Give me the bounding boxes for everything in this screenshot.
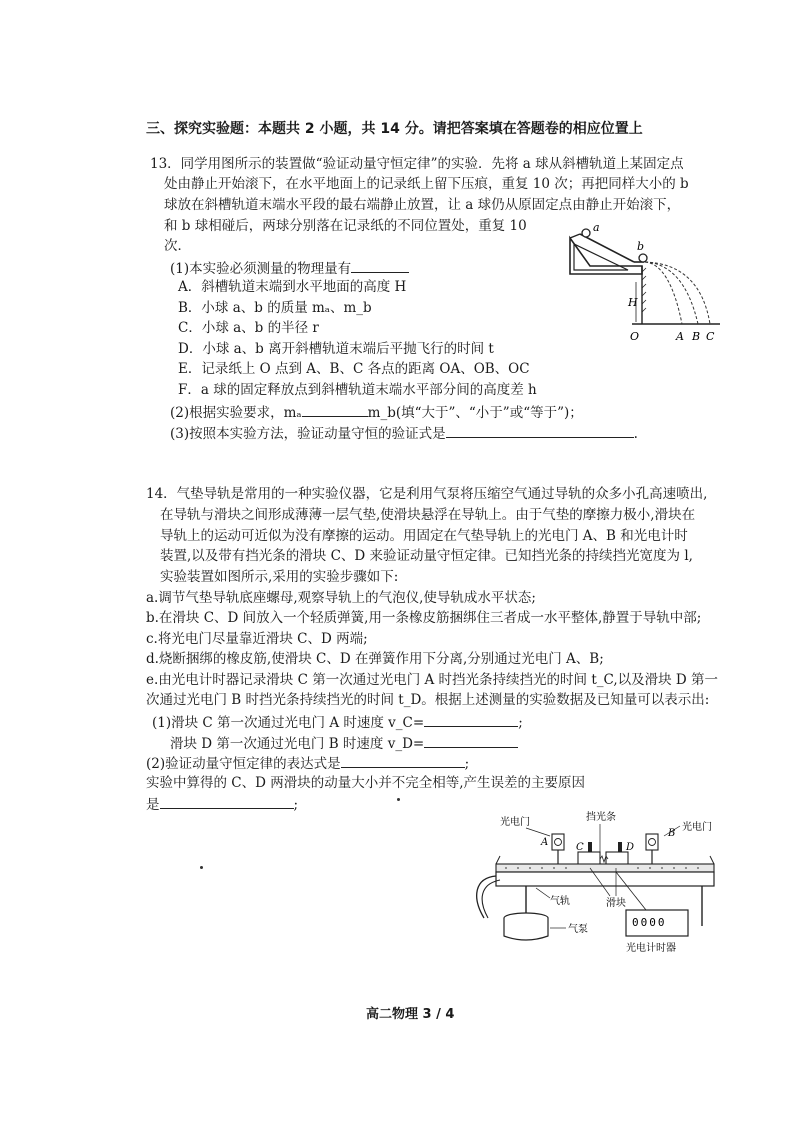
q14-part2-end: ; — [464, 756, 470, 772]
q13-option-f: F．a 球的固定释放点到斜槽轨道末端水平部分间的高度差 h — [178, 382, 537, 398]
slider-label: 滑块 — [606, 898, 626, 909]
page-footer: 高二物理 3 / 4 — [366, 1007, 455, 1022]
ramp-surface — [580, 234, 634, 262]
q13-part1-answer-blank[interactable] — [351, 258, 409, 273]
q13-stem-line: 13．同学用图所示的装置做“验证动量守恒定律”的实验．先将 a 球从斜槽轨道上某固定点 — [150, 156, 684, 172]
gate-right-label: 光电门 — [682, 822, 712, 833]
q14-step-a: a.调节气垫导轨底座螺母,观察导轨上的气泡仪,使导轨成水平状态; — [146, 590, 536, 606]
chute-top — [570, 234, 580, 238]
ball-b — [639, 254, 647, 262]
q13-option-b: B．小球 a、b 的质量 mₐ、m_b — [178, 300, 372, 316]
section-title: 三、探究实验题：本题共 2 小题，共 14 分。请把答案填在答题卷的相应位置上 — [146, 121, 643, 137]
gate-b-head — [646, 834, 658, 850]
q13-option-e: E．记录纸上 O 点到 A、B、C 各点的距离 OA、OB、OC — [178, 361, 530, 377]
scan-speck — [397, 798, 400, 801]
q14-error-answer-blank[interactable] — [160, 794, 294, 809]
rail-base — [496, 872, 714, 886]
q14-air-track-diagram — [466, 808, 724, 958]
timer-display: 0000 — [632, 916, 667, 929]
pump-body — [504, 918, 548, 940]
ball-b-label: b — [637, 240, 645, 253]
q14-stem-line: 14．气垫导轨是常用的一种实验仪器，它是利用气泵将压缩空气通过导轨的众多小孔高速喷出, — [146, 486, 708, 502]
rail-leader — [536, 888, 550, 898]
slider-c-label: C — [576, 842, 584, 853]
scan-speck — [200, 866, 203, 869]
q13-part2-suffix: m_b(填“大于”、“小于”或“等于”)； — [367, 405, 583, 421]
q14-part1a-label: (1)滑块 C 第一次通过光电门 A 时速度 v_C= — [152, 715, 425, 731]
q13-part2-prefix: (2)根据实验要求，mₐ — [170, 405, 302, 421]
q14-part1a — [152, 712, 523, 732]
q14-vd-answer-blank[interactable] — [424, 733, 518, 748]
q14-vc-answer-blank[interactable] — [424, 712, 518, 727]
air-rail — [496, 864, 714, 872]
origin-label: O — [630, 330, 640, 343]
q13-stem-line: 处由静止开始滚下，在水平地面上的记录纸上留下压痕，重复 10 次；再把同样大小的 b — [164, 176, 689, 192]
pump-label: 气泵 — [568, 924, 588, 935]
q13-part3-label: (3)按照本实验方法，验证动量守恒的验证式是 — [170, 426, 446, 442]
gate-a-head — [552, 834, 564, 850]
q13-part3 — [170, 423, 638, 443]
q14-stem-line: 在导轨与滑块之间形成薄薄一层气垫,使滑块悬浮在导轨上。由于气垫的摩擦力极小,滑块在 — [160, 507, 696, 523]
slider-d-label: D — [626, 842, 635, 853]
q14-error-end: ; — [293, 797, 299, 813]
gate-left-label: 光电门 — [500, 817, 530, 828]
rail-end-right — [710, 856, 714, 864]
q13-part3-answer-blank[interactable] — [446, 423, 634, 438]
ball-a — [582, 229, 590, 237]
q13-part1 — [170, 258, 409, 278]
q13-stem-line: 次． — [164, 238, 191, 254]
point-a-label: A — [676, 330, 684, 343]
gate-left-leader — [526, 828, 550, 836]
q13-part2 — [170, 402, 583, 422]
q14-error-line: 实验中算得的 C、D 两滑块的动量大小并不完全相等,产生误差的主要原因 — [146, 775, 586, 791]
shade-label: 挡光条 — [586, 812, 616, 823]
q14-step-b: b.在滑块 C、D 间放入一个轻质弹簧,用一条橡皮筋捆绑住三者成一水平整体,静置于导轨中部; — [146, 610, 702, 626]
q14-part1b — [170, 733, 518, 753]
timer-label: 光电计时器 — [626, 943, 676, 954]
q14-stem-line: 导轨上的运动可近似为没有摩擦的运动。用固定在气垫导轨上的光电门 A、B 和光电计时 — [160, 528, 688, 544]
trajectory-b — [645, 262, 698, 324]
q13-stem-line: 球放在斜槽轨道末端水平段的最右端静止放置，让 a 球仍从原固定点由静止开始滚下， — [164, 197, 681, 213]
point-c-label: C — [706, 330, 715, 343]
q14-error-answer — [146, 794, 298, 814]
q14-step-e-cont: 次通过光电门 B 时挡光条持续挡光的时间 t_D。根据上述测量的实验数据及已知量可以表示出: — [146, 692, 710, 708]
q14-error-prefix: 是 — [146, 797, 160, 813]
q13-option-a: A．斜槽轨道末端到水平地面的高度 H — [178, 279, 407, 295]
shade-strip-d — [618, 842, 622, 852]
ball-a-label: a — [593, 222, 600, 234]
q13-part1-label: (1)本实验必须测量的物理量有 — [170, 261, 352, 277]
q14-part1a-end: ; — [518, 715, 523, 731]
chute-frame — [570, 238, 645, 274]
shade-strip-c — [588, 842, 592, 852]
trajectory-c — [645, 262, 710, 324]
q13-part3-end: . — [633, 426, 638, 442]
q13-stem-line: 和 b 球相碰后，两球分别落在记录纸的不同位置处，重复 10 — [164, 218, 527, 234]
q14-step-e: e.由光电计时器记录滑块 C 第一次通过光电门 A 时挡光条持续挡光的时间 t_C,以及滑块 D 第一 — [146, 672, 719, 688]
q14-step-d: d.烧断捆绑的橡皮筋,使滑块 C、D 在弹簧作用下分离,分别通过光电门 A、B; — [146, 651, 604, 667]
q14-part2 — [146, 753, 469, 773]
gate-b-label: B — [668, 828, 676, 839]
q13-chute-diagram — [552, 222, 724, 344]
q14-stem-line: 装置,以及带有挡光条的滑块 C、D 来验证动量守恒定律。已知挡光条的持续挡光宽度为 l, — [160, 548, 693, 564]
height-label: H — [628, 296, 638, 309]
q14-part2-answer-blank[interactable] — [341, 753, 465, 768]
rail-end-left — [496, 856, 500, 864]
trajectory-a — [645, 262, 682, 324]
q13-option-d: D．小球 a、b 离开斜槽轨道末端后平抛飞行的时间 t — [178, 341, 494, 357]
q13-part2-answer-blank[interactable] — [302, 402, 368, 417]
q14-step-c: c.将光电门尽量靠近滑块 C、D 两端; — [146, 631, 368, 647]
q13-option-c: C．小球 a、b 的半径 r — [178, 320, 319, 336]
q14-stem-line: 实验装置如图所示,采用的实验步骤如下: — [160, 569, 399, 585]
q14-part2-label: (2)验证动量守恒定律的表达式是 — [146, 756, 341, 772]
point-b-label: B — [692, 330, 701, 343]
q14-part1b-label: 滑块 D 第一次通过光电门 B 时速度 v_D= — [170, 736, 425, 752]
gate-a-label: A — [541, 837, 549, 848]
rail-label: 气轨 — [550, 896, 570, 907]
